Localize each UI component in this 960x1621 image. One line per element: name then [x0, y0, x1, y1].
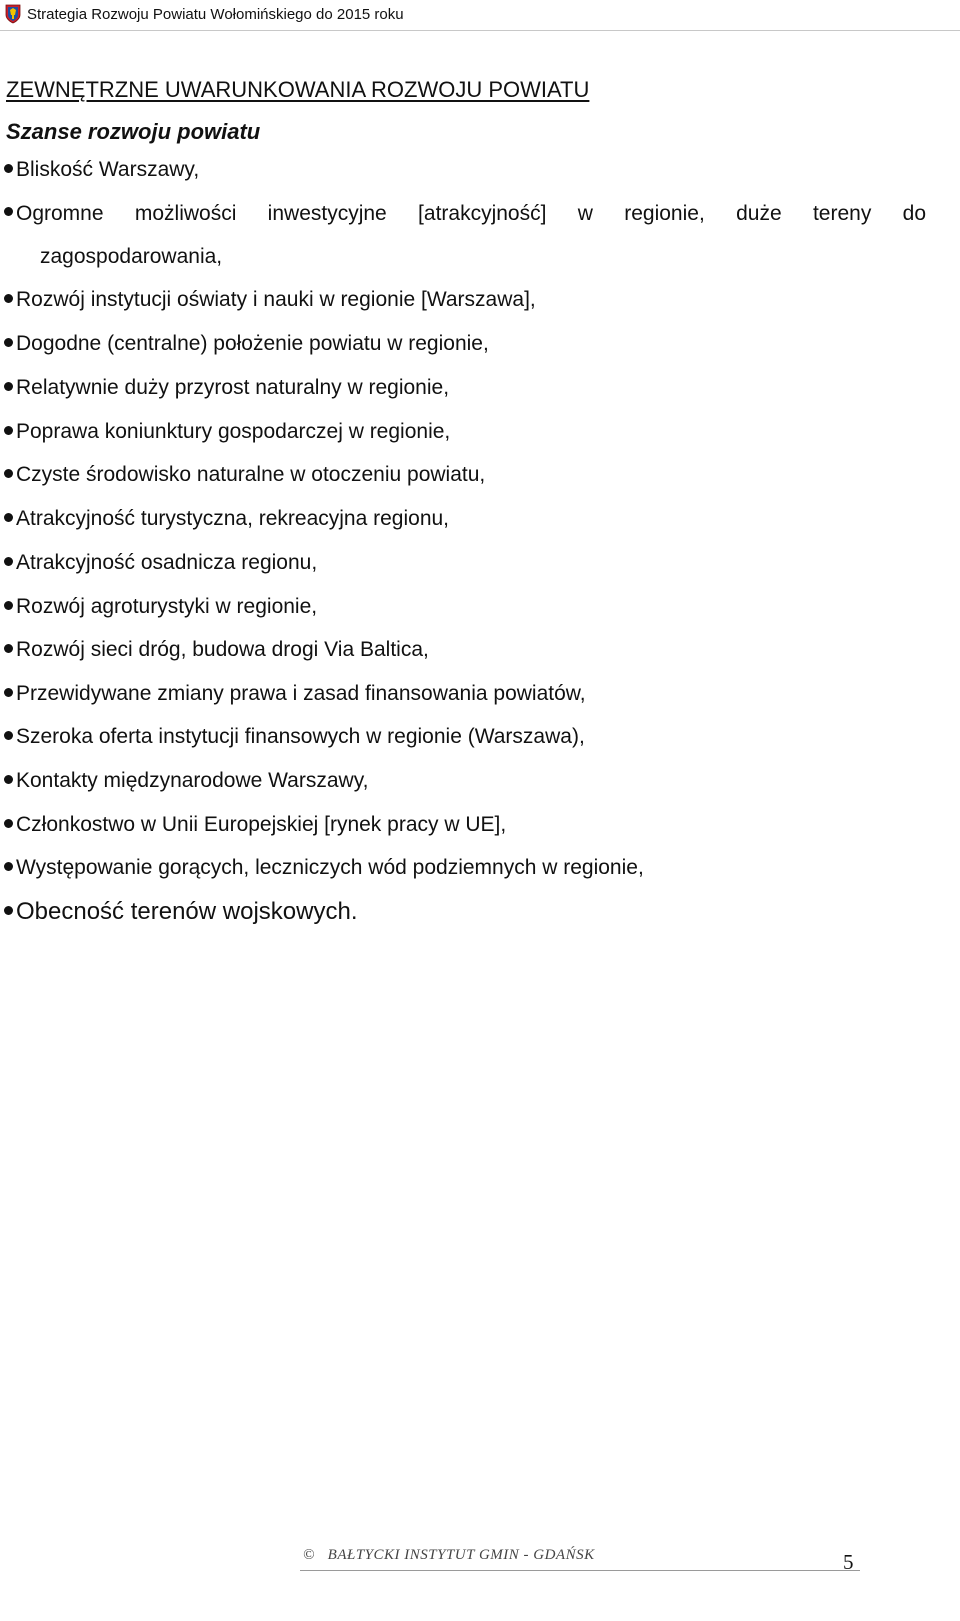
bullet-icon	[4, 819, 13, 828]
list-item-text: Obecność terenów wojskowych.	[16, 898, 358, 925]
bullet-icon	[4, 207, 13, 216]
page-header	[0, 0, 960, 31]
list-item-text: Kontakty międzynarodowe Warszawy,	[16, 769, 369, 792]
bullet-icon	[4, 601, 13, 610]
bullet-icon	[4, 731, 13, 740]
list-item-text: Relatywnie duży przyrost naturalny w regionie,	[16, 376, 450, 399]
list-item	[2, 461, 485, 488]
list-item-text: Atrakcyjność turystyczna, rekreacyjna regionu,	[16, 507, 450, 530]
list-item-text: Bliskość Warszawy,	[16, 158, 200, 181]
publisher-name: BAŁTYCKI INSTYTUT GMIN - GDAŃSK	[327, 1547, 595, 1563]
list-item-text: Występowanie gorących, leczniczych wód podziemnych w regionie,	[16, 856, 644, 879]
list-item-text: Atrakcyjność osadnicza regionu,	[16, 551, 318, 574]
list-item	[2, 549, 317, 576]
list-item	[2, 505, 449, 532]
copyright-symbol: ©	[303, 1547, 315, 1563]
list-item	[2, 897, 357, 927]
coat-of-arms-icon	[5, 4, 21, 24]
list-item	[2, 374, 449, 401]
section-subheading: Szanse rozwoju powiatu	[6, 119, 261, 144]
bullet-icon	[4, 294, 13, 303]
list-item-text: Rozwój sieci dróg, budowa drogi Via Baltica,	[16, 638, 429, 661]
list-item	[2, 330, 489, 357]
list-item	[2, 200, 926, 227]
bullet-icon	[4, 382, 13, 391]
bullet-icon	[4, 906, 13, 915]
bullet-icon	[4, 644, 13, 653]
list-item	[2, 854, 644, 881]
list-item-text: Rozwój agroturystyki w regionie,	[16, 595, 318, 618]
list-item	[2, 680, 586, 707]
bullet-icon	[4, 426, 13, 435]
bullet-icon	[4, 775, 13, 784]
list-item-text: Dogodne (centralne) położenie powiatu w regionie,	[16, 332, 489, 355]
footer-divider	[300, 1570, 860, 1571]
list-item	[2, 156, 199, 183]
list-item	[2, 636, 429, 663]
list-item	[2, 811, 506, 838]
list-item-text: Szeroka oferta instytucji finansowych w regionie (Warszawa),	[16, 725, 585, 748]
footer-publisher	[303, 1547, 595, 1564]
list-item-text: Czyste środowisko naturalne w otoczeniu powiatu,	[16, 463, 486, 486]
bullet-icon	[4, 862, 13, 871]
bullet-icon	[4, 513, 13, 522]
bullet-icon	[4, 164, 13, 173]
list-item-text: Poprawa koniunktury gospodarczej w regionie,	[16, 420, 451, 443]
section-heading: ZEWNĘTRZNE UWARUNKOWANIA ROZWOJU POWIATU	[6, 77, 590, 102]
list-item	[2, 723, 585, 750]
list-item-text: Ogromne możliwości inwestycyjne [atrakcyjność] w regionie, duże tereny do	[16, 202, 926, 225]
list-item-text: Rozwój instytucji oświaty i nauki w regionie [Warszawa],	[16, 288, 536, 311]
list-item	[2, 767, 368, 794]
list-item	[2, 418, 450, 445]
bullet-icon	[4, 338, 13, 347]
page-footer	[0, 1540, 960, 1621]
bullet-icon	[4, 469, 13, 478]
page-number: 5	[843, 1550, 854, 1574]
list-item	[2, 593, 317, 620]
list-item	[2, 286, 536, 313]
list-item-continuation: zagospodarowania,	[40, 245, 223, 268]
list-item-text: Przewidywane zmiany prawa i zasad finansowania powiatów,	[16, 682, 586, 705]
document-title: Strategia Rozwoju Powiatu Wołomińskiego do 2015 roku	[27, 6, 404, 23]
list-item-text: Członkostwo w Unii Europejskiej [rynek pracy w UE],	[16, 813, 507, 836]
bullet-icon	[4, 688, 13, 697]
bullet-icon	[4, 557, 13, 566]
